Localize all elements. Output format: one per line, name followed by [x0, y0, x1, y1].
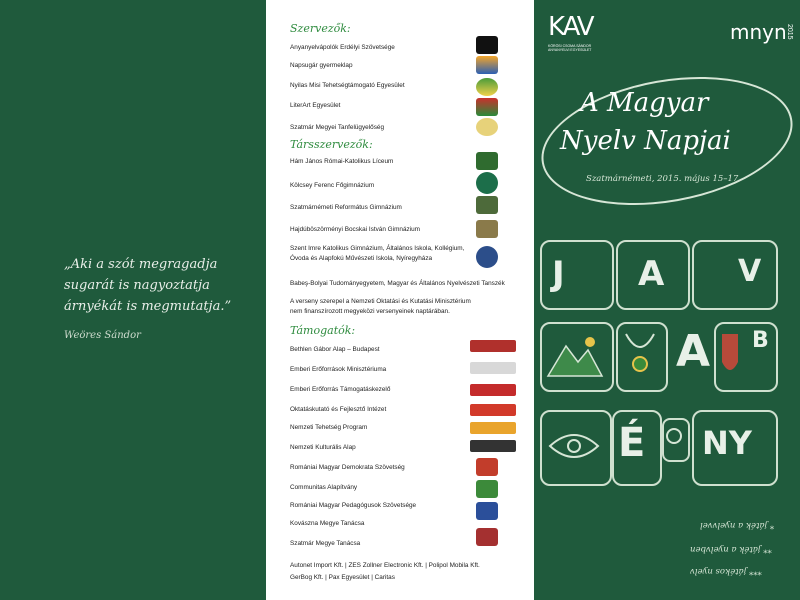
coorganizer-item: Hajdúböszörményi Bocskai István Gimnázium — [290, 226, 420, 233]
supporter-logo — [476, 502, 498, 520]
tile-letter: J — [552, 254, 565, 294]
supporter-logo — [470, 404, 516, 416]
supporter-logo — [470, 422, 516, 434]
tile-letter: V — [738, 254, 762, 289]
tile-letter: É — [618, 420, 646, 466]
section-title-coorganizers: Társszervezők: — [290, 138, 373, 151]
supporter-logo — [476, 458, 498, 476]
supporter-item: Nemzeti Tehetség Program — [290, 424, 368, 431]
coorganizer-item: Babeş-Bolyai Tudományegyetem, Magyar és Általános Nyelvészeti Tanszék — [290, 280, 505, 287]
supporter-logo — [470, 440, 516, 452]
section-title-organizers: Szervezők: — [290, 22, 351, 35]
quote-text: „Aki a szót megragadja sugarát is nagyoztatja árnyékát is megmutatja.” — [64, 257, 232, 314]
tile-letter: B — [752, 328, 769, 353]
supporter-item: Nemzeti Kulturális Alap — [290, 444, 356, 451]
supporter-item: Emberi Erőforrások Minisztériuma — [290, 366, 387, 373]
supporter-logo — [470, 362, 516, 374]
supporter-item: Emberi Erőforrás Támogatáskezelő — [290, 386, 391, 393]
kav-logo: KAV — [548, 12, 593, 42]
mountain-icon — [546, 332, 604, 380]
ram-icon — [664, 424, 684, 452]
supporter-item: Oktatáskutató és Fejlesztő Intézet — [290, 406, 387, 413]
footnote-2: ** játék a nyelvben — [690, 544, 772, 554]
supporter-item: Kovászna Megye Tanácsa — [290, 520, 365, 527]
organizer-logo — [476, 118, 498, 136]
tile-letter: NY — [702, 424, 752, 462]
mnyn-year: 2015 — [786, 24, 793, 40]
title-line-1: A Magyar — [580, 88, 709, 118]
coorganizer-item: Hám János Római-Katolikus Líceum — [290, 158, 394, 165]
title-line-2: Nyelv Napjai — [560, 126, 731, 156]
supporter-item: Szatmár Megye Tanácsa — [290, 540, 361, 547]
organizer-logo — [476, 78, 498, 96]
supporter-item: Romániai Magyar Demokrata Szövetség — [290, 464, 405, 471]
coorganizer-logo — [476, 246, 498, 268]
coorganizer-item: Szent Imre Katolikus Gimnázium, Általános Iskola, Kollégium, Óvoda és Alapfokú Művészeti Iskola, Nyíregyháza — [290, 245, 465, 262]
supporter-logo — [476, 528, 498, 546]
coorganizer-logo — [476, 196, 498, 214]
necklace-icon — [620, 330, 660, 380]
coorganizer-logo — [476, 220, 498, 238]
supporter-logo — [470, 384, 516, 396]
organizer-logo — [476, 56, 498, 74]
tile-letter: A — [676, 326, 711, 377]
coorganizer-item: Kölcsey Ferenc Főgimnázium — [290, 182, 375, 189]
footnote-3: *** játékos nyelv — [690, 566, 762, 576]
supporter-logo — [476, 480, 498, 498]
organizer-item: LiterArt Egyesület — [290, 102, 341, 109]
organizer-logo — [476, 98, 498, 116]
sponsors-line: Autonet Import Kft. | ZES Zollner Electronic Kft. | Polipol Mobila Kft. — [290, 562, 480, 569]
organizer-item: Szatmár Megyei Tanfelügyelőség — [290, 124, 385, 131]
tile-letter: A — [638, 254, 665, 294]
organizer-logo — [476, 36, 498, 54]
supporter-logo — [470, 340, 516, 352]
mnyn-logo: mnyn — [730, 20, 787, 44]
tongue-icon — [718, 332, 742, 380]
quote-author: Weöres Sándor — [64, 330, 141, 341]
organizer-item: Napsugár gyermeklap — [290, 62, 353, 69]
supporter-item: Communitas Alapítvány — [290, 484, 358, 491]
calendar-note: A verseny szerepel a Nemzeti Oktatási és Kutatási Minisztérium nem finanszírozott megyeközi versenyeinek naptárában. — [290, 298, 471, 315]
tile-v — [692, 240, 778, 310]
sponsors-line: GerBog Kft. | Pax Egyesület | Caritas — [290, 574, 395, 581]
coorganizer-item: Szatmárnémeti Református Gimnázium — [290, 204, 402, 211]
organizer-item: Nyilas Misi Tehetségtámogató Egyesület — [290, 82, 405, 89]
supporter-item: Bethlen Gábor Alap – Budapest — [290, 346, 380, 353]
coorganizer-logo — [476, 152, 498, 170]
left-panel — [0, 0, 266, 600]
supporter-item: Romániai Magyar Pedagógusok Szövetsége — [290, 502, 417, 509]
eye-icon — [546, 424, 602, 468]
coorganizer-logo — [476, 172, 498, 194]
organizer-item: Anyanyelvápolók Erdélyi Szövetsége — [290, 44, 395, 51]
footnote-1: * játék a nyelvvel — [700, 520, 775, 530]
section-title-supporters: Támogatók: — [290, 324, 356, 337]
kav-logo-caption: KÖRÖSI CSOMA SÁNDOR ANYANYELVI EGYESÜLET — [548, 44, 592, 52]
event-date: Szatmárnémeti, 2015. május 15–17. — [586, 174, 742, 184]
